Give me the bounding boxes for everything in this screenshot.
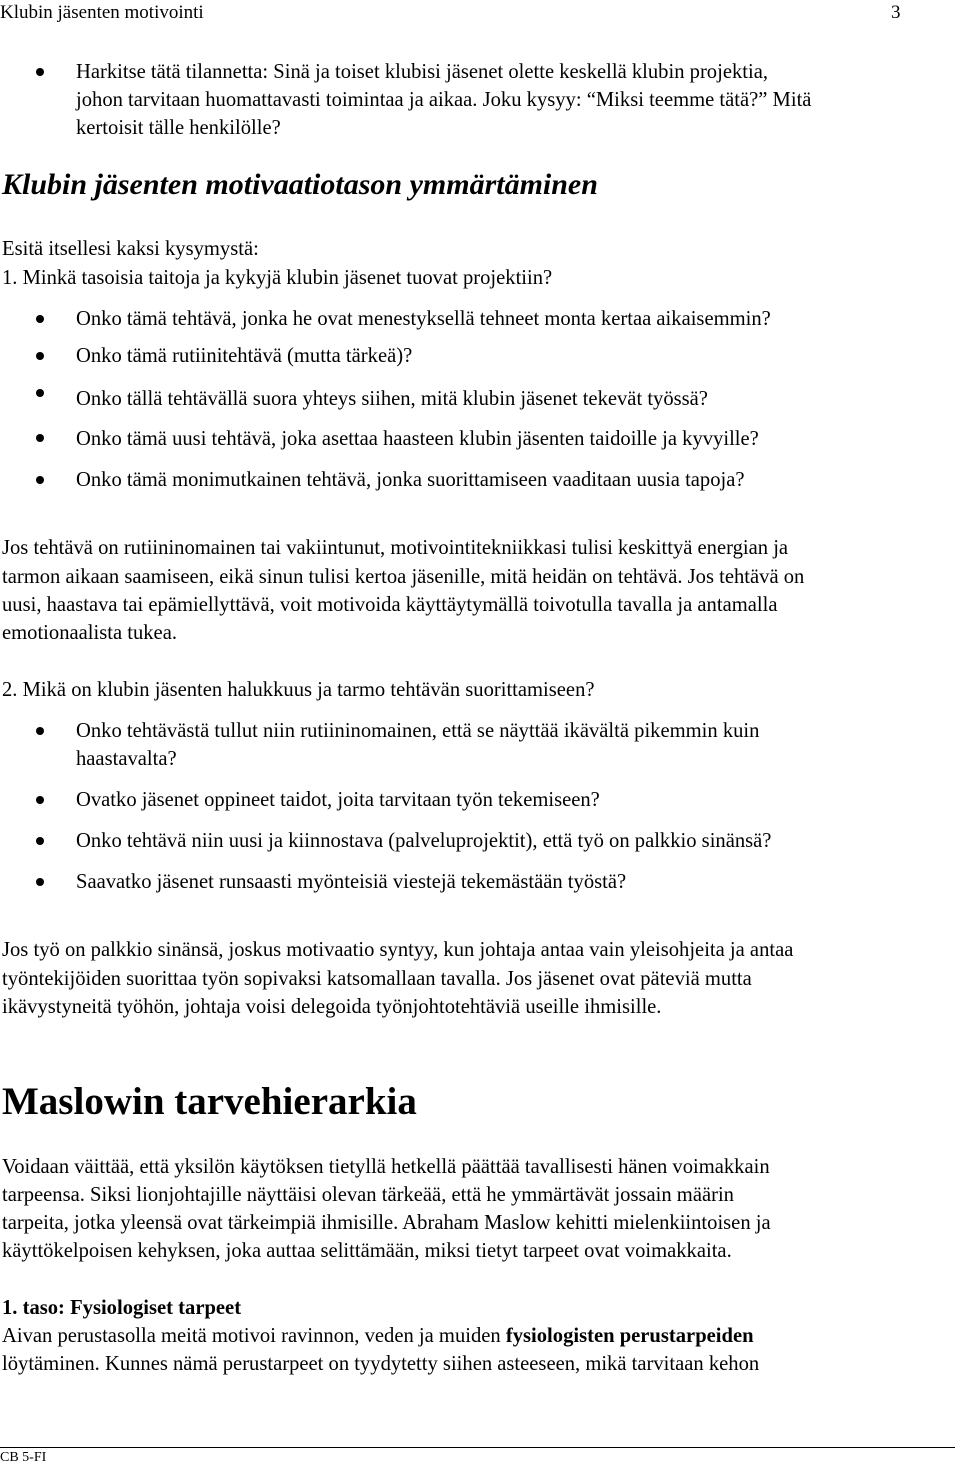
list-item: Onko tämä rutiinitehtävä (mutta tärkeä)?	[76, 345, 413, 367]
page-number: 3	[891, 2, 901, 23]
paragraph-line: Jos tehtävä on rutiininomainen tai vakiintunut, motivointitekniikkasi tulisi keskittyä energian ja	[2, 537, 789, 559]
paragraph-line: tarpeensa. Siksi lionjohtajille näyttäisi olevan tärkeää, että he ymmärtävät jossain määrin	[2, 1184, 734, 1206]
bullet-icon	[36, 727, 44, 735]
running-header-title: Klubin jäsenten motivointi	[0, 2, 204, 23]
intro-line: Harkitse tätä tilannetta: Sinä ja toiset klubisi jäsenet olette keskellä klubin projektia,	[76, 61, 768, 83]
paragraph-line: tarpeita, jotka yleensä ovat tärkeimpiä ihmisille. Abraham Maslow kehitti mielenkiintoisen ja	[2, 1212, 771, 1234]
list-item: Onko tehtävästä tullut niin rutiininomainen, että se näyttää ikävältä pikemmin kuin	[76, 720, 760, 742]
paragraph-line	[2, 1322, 754, 1350]
paragraph-line: työntekijöiden suorittaa työn sopivaksi katsomallaan tavalla. Jos jäsenet ovat päteviä mutta	[2, 968, 752, 990]
footer-divider	[0, 1447, 955, 1448]
list-item: Onko tämä monimutkainen tehtävä, jonka suorittamiseen vaaditaan uusia tapoja?	[76, 469, 745, 491]
bullet-icon	[36, 878, 44, 886]
bullet-icon	[36, 434, 44, 442]
footer-code: CB 5-FI	[0, 1450, 47, 1465]
list-item: Onko tämä tehtävä, jonka he ovat menestyksellä tehneet monta kertaa aikaisemmin?	[76, 308, 771, 330]
list-item: Ovatko jäsenet oppineet taidot, joita tarvitaan työn tekemiseen?	[76, 789, 600, 811]
paragraph-line: tarmon aikaan saamiseen, eikä sinun tulisi kertoa jäsenille, mitä heidän on tehtävä. Jos tehtävä on	[2, 566, 805, 588]
section-lead: Esitä itsellesi kaksi kysymystä:	[2, 238, 259, 260]
question-1: 1. Minkä tasoisia taitoja ja kykyjä klubin jäsenet tuovat projektiin?	[2, 267, 553, 289]
paragraph-line: käyttökelpoisen kehyksen, joka auttaa selittämään, miksi tietyt tarpeet ovat voimakkaita.	[2, 1240, 732, 1262]
list-item: Saavatko jäsenet runsaasti myönteisiä viestejä tekemästään työstä?	[76, 871, 627, 893]
bullet-icon	[36, 352, 44, 360]
question-2: 2. Mikä on klubin jäsenten halukkuus ja tarmo tehtävän suorittamiseen?	[2, 679, 595, 701]
bullet-icon	[36, 315, 44, 323]
bullet-icon	[36, 837, 44, 845]
list-item: Onko tämä uusi tehtävä, joka asettaa haasteen klubin jäsenten taidoille ja kyvyille?	[76, 428, 759, 450]
paragraph-line: löytäminen. Kunnes nämä perustarpeet on tyydytetty siihen asteeseen, mikä tarvitaan kehon	[2, 1353, 760, 1375]
intro-line: kertoisit tälle henkilölle?	[76, 117, 281, 139]
list-item: Onko tällä tehtävällä suora yhteys siihen, mitä klubin jäsenet tekevät työssä?	[76, 388, 708, 410]
emphasis-text: fysiologisten perustarpeiden	[505, 1325, 754, 1347]
level-heading: 1. taso: Fysiologiset tarpeet	[2, 1297, 242, 1319]
section-heading: Klubin jäsenten motivaatiotason ymmärtäminen	[2, 168, 598, 201]
list-item: haastavalta?	[76, 748, 177, 770]
paragraph-line: Voidaan väittää, että yksilön käytöksen tietyllä hetkellä päättää tavallisesti hänen voimakkain	[2, 1156, 770, 1178]
text-run: Aivan perustasolla meitä motivoi ravinnon, veden ja muiden	[2, 1325, 506, 1347]
paragraph-line: emotionaalista tukea.	[2, 622, 177, 644]
intro-line: johon tarvitaan huomattavasti toimintaa ja aikaa. Joku kysyy: “Miksi teemme tätä?” Mitä	[76, 89, 812, 111]
bullet-icon	[36, 476, 44, 484]
section-heading: Maslowin tarvehierarkia	[2, 1080, 417, 1123]
bullet-icon	[36, 68, 44, 76]
bullet-icon	[36, 389, 44, 397]
paragraph-line: uusi, haastava tai epämiellyttävä, voit motivoida käyttäytymällä toivotulla tavalla ja antamalla	[2, 594, 778, 616]
list-item: Onko tehtävä niin uusi ja kiinnostava (palveluprojektit), että työ on palkkio sinänsä?	[76, 830, 772, 852]
paragraph-line: ikävystyneitä työhön, johtaja voisi delegoida työnjohtotehtäviä useille ihmisille.	[2, 996, 662, 1018]
bullet-icon	[36, 796, 44, 804]
paragraph-line: Jos työ on palkkio sinänsä, joskus motivaatio syntyy, kun johtaja antaa vain yleisohjeita ja antaa	[2, 939, 794, 961]
